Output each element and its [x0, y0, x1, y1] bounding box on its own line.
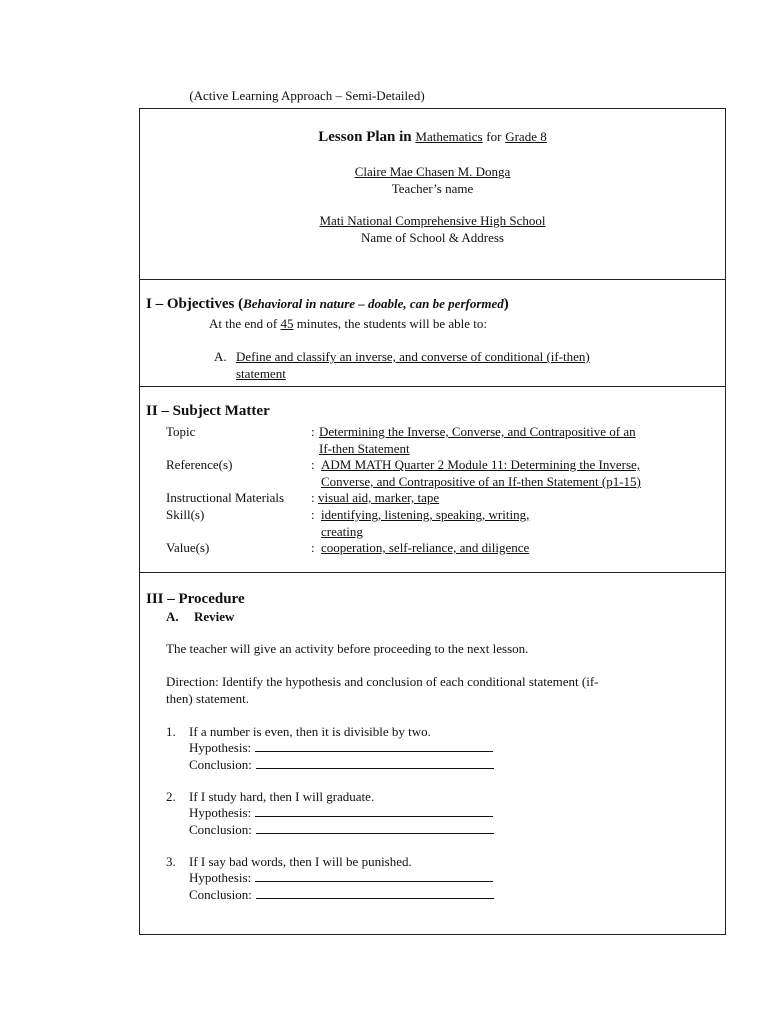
- conclusion-blank[interactable]: [256, 886, 494, 899]
- skills-colon: :: [311, 507, 315, 522]
- hypothesis-label: Hypothesis:: [189, 805, 252, 820]
- hypothesis-label: Hypothesis:: [189, 740, 252, 755]
- subject-matter-heading: II – Subject Matter: [146, 403, 270, 419]
- conclusion-blank[interactable]: [256, 756, 494, 769]
- reference-value-line-1: ADM MATH Quarter 2 Module 11: Determining the Inverse,: [321, 457, 641, 472]
- direction-line-1: Direction: Identify the hypothesis and conclusion of each conditional statement (if-: [166, 674, 599, 689]
- item-1-number: 1.: [166, 724, 176, 739]
- item-1-conclusion: [189, 756, 494, 773]
- lesson-plan-sheet: [139, 108, 726, 935]
- topic-value-line-1: Determining the Inverse, Converse, and Contrapositive of an: [319, 424, 636, 439]
- teacher-label: Teacher’s name: [391, 181, 474, 196]
- topic-value-line-2: If-then Statement: [319, 441, 410, 456]
- item-3-conclusion: [189, 886, 494, 903]
- approach-text: (Active Learning Approach – Semi-Detailed): [189, 88, 425, 103]
- materials-colon: :: [311, 490, 315, 505]
- procedure-heading: III – Procedure: [146, 591, 245, 607]
- item-3-hypothesis: [189, 869, 493, 886]
- topic-label: Topic: [166, 424, 196, 439]
- objectives-heading: [146, 295, 509, 313]
- skills-value-line-1: identifying, listening, speaking, writing,: [321, 507, 530, 522]
- skills-value-line-2: creating: [321, 524, 363, 539]
- reference-colon: :: [311, 457, 315, 472]
- item-2-conclusion: [189, 821, 494, 838]
- minutes-value: 45: [280, 316, 294, 331]
- intro-before: At the end of: [209, 316, 278, 331]
- grade-value: Grade 8: [505, 129, 547, 144]
- reference-value-line-2: Converse, and Contrapositive of an If-then Statement (p1-15): [321, 474, 641, 489]
- objective-marker: A.: [214, 349, 227, 364]
- objective-line-2: statement: [236, 366, 286, 381]
- procedure-intro: The teacher will give an activity before proceeding to the next lesson.: [166, 641, 529, 656]
- item-2-number: 2.: [166, 789, 176, 804]
- review-label: Review: [194, 609, 235, 624]
- school-name: Mati National Comprehensive High School: [319, 213, 546, 228]
- objectives-heading-note: Behavioral in nature – doable, can be performed: [243, 296, 504, 311]
- values-label: Value(s): [166, 540, 210, 555]
- topic-colon: :: [311, 424, 315, 439]
- item-1-hypothesis: [189, 739, 493, 756]
- direction-line-2: then) statement.: [166, 691, 250, 706]
- conclusion-label: Conclusion:: [189, 887, 252, 902]
- for-text: for: [486, 129, 502, 144]
- conclusion-blank[interactable]: [256, 821, 494, 834]
- conclusion-label: Conclusion:: [189, 757, 252, 772]
- divider-2: [140, 386, 725, 387]
- intro-after: minutes, the students will be able to:: [296, 316, 488, 331]
- objectives-intro: [209, 315, 487, 332]
- item-2-statement: If I study hard, then I will graduate.: [189, 789, 375, 804]
- values-colon: :: [311, 540, 315, 555]
- lesson-title: [140, 127, 725, 147]
- divider-1: [140, 279, 725, 280]
- item-2-hypothesis: [189, 804, 493, 821]
- item-3-statement: If I say bad words, then I will be punished.: [189, 854, 412, 869]
- school-label: Name of School & Address: [361, 230, 504, 245]
- item-3-number: 3.: [166, 854, 176, 869]
- hypothesis-label: Hypothesis:: [189, 870, 252, 885]
- materials-label: Instructional Materials: [166, 490, 285, 505]
- objectives-heading-close: ): [503, 296, 509, 312]
- values-value: cooperation, self-reliance, and diligence: [321, 540, 530, 555]
- conclusion-label: Conclusion:: [189, 822, 252, 837]
- divider-3: [140, 572, 725, 573]
- item-1-statement: If a number is even, then it is divisible by two.: [189, 724, 431, 739]
- lesson-plan-label: Lesson Plan in: [318, 129, 412, 145]
- skills-label: Skill(s): [166, 507, 205, 522]
- objective-line-1: Define and classify an inverse, and converse of conditional (if-then): [236, 349, 590, 364]
- objectives-heading-text: I – Objectives (: [146, 296, 244, 312]
- hypothesis-blank[interactable]: [255, 869, 493, 882]
- subject-value: Mathematics: [415, 129, 483, 144]
- reference-label: Reference(s): [166, 457, 233, 472]
- teacher-name: Claire Mae Chasen M. Donga: [354, 164, 511, 179]
- approach-caption: [0, 88, 768, 104]
- materials-value: visual aid, marker, tape: [318, 490, 440, 505]
- review-marker: A.: [166, 609, 179, 624]
- hypothesis-blank[interactable]: [255, 739, 493, 752]
- hypothesis-blank[interactable]: [255, 804, 493, 817]
- header-section: [140, 127, 725, 246]
